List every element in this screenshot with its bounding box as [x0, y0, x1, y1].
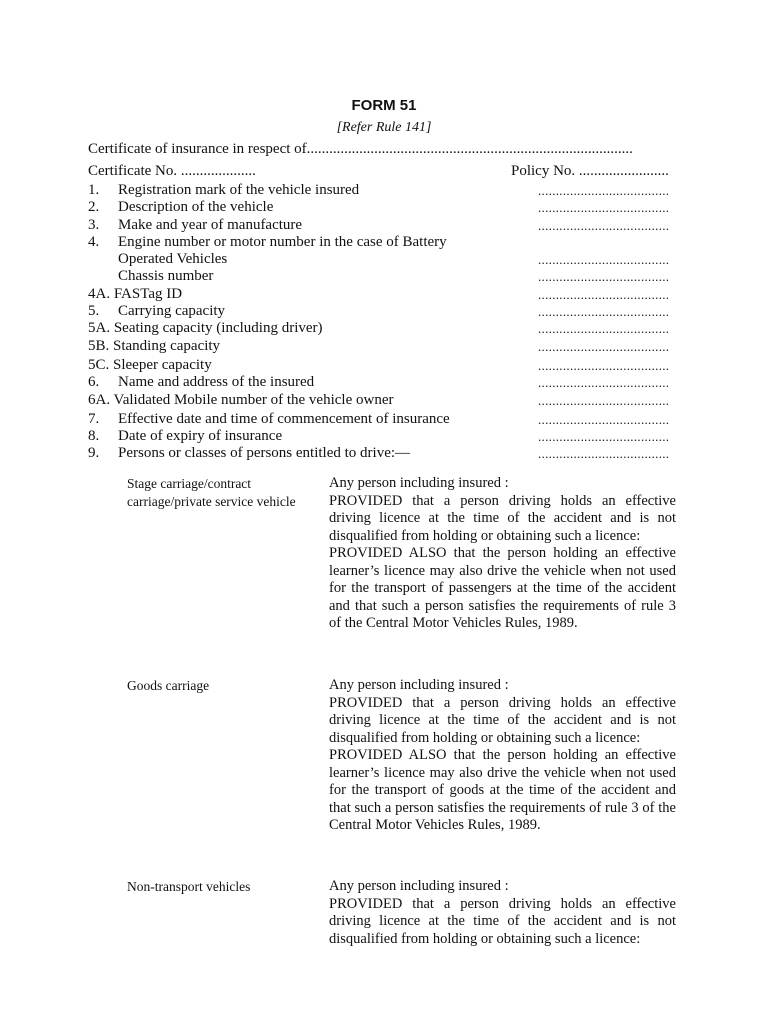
item-dots: ..................................... — [538, 429, 670, 445]
item-number: 3. — [88, 216, 100, 233]
section-paragraph: Any person including insured : — [329, 475, 509, 491]
particulars-list — [88, 182, 688, 463]
section-body — [329, 878, 676, 948]
item-text: Operated Vehicles — [118, 251, 228, 268]
section-paragraph: PROVIDED ALSO that the person holding an effective learner’s licence may also drive the vehicle when not used for the transport of passengers at the time of the accident and that such a person satisfies the requirements of rule 3 of the Central Motor Vehicles Rules, 1989. — [329, 545, 676, 631]
certificate-number: Certificate No. .................... — [88, 163, 256, 179]
form-title: FORM 51 — [351, 97, 417, 114]
item-dots: ..................................... — [538, 252, 670, 268]
list-item — [88, 411, 688, 428]
item-text: Registration mark of the vehicle insured — [118, 182, 360, 198]
list-item — [88, 199, 688, 216]
list-item — [88, 217, 688, 234]
list-item — [88, 182, 688, 199]
item-text: Engine number or motor number in the case of Battery — [118, 233, 447, 250]
list-item — [88, 357, 688, 374]
section-body — [329, 677, 676, 835]
section-paragraph: PROVIDED that a person driving holds an effective driving licence at the time of the accident and is not disqualified from holding or obtaining such a licence: — [329, 492, 676, 544]
item-dots: ..................................... — [538, 183, 670, 198]
item-dots: ..................................... — [538, 338, 670, 354]
section-label: Non-transport vehicles — [127, 879, 251, 894]
list-item — [88, 234, 688, 251]
item-text: Persons or classes of persons entitled to drive:— — [118, 445, 411, 462]
list-item — [88, 445, 688, 462]
item-number: 9. — [88, 445, 100, 462]
item-number: 7. — [88, 410, 100, 427]
item-number: 2. — [88, 199, 100, 216]
item-dots: ..................................... — [538, 286, 670, 302]
section-label: Goods carriage — [127, 678, 210, 693]
section-label: Stage carriage/contract carriage/private service vehicle — [127, 476, 296, 509]
item-text: 6A. Validated Mobile number of the vehicle owner — [88, 391, 394, 408]
list-item — [88, 286, 688, 303]
certificate-line: Certificate of insurance in respect of....................................................................................... — [88, 141, 633, 157]
list-item — [88, 251, 688, 268]
section-paragraph: PROVIDED that a person driving holds an effective driving licence at the time of the accident and is not disqualified from holding or obtaining such a licence: — [329, 895, 676, 947]
item-dots: ..................................... — [538, 269, 670, 285]
policy-number: Policy No. ........................ — [511, 163, 669, 179]
item-dots: ..................................... — [538, 321, 670, 337]
list-item — [88, 392, 688, 409]
item-text: Chassis number — [118, 268, 214, 285]
item-text: Date of expiry of insurance — [118, 428, 283, 445]
section-body — [329, 475, 676, 633]
item-dots: ..................................... — [538, 375, 670, 391]
item-text: 5C. Sleeper capacity — [88, 356, 212, 373]
item-dots: ..................................... — [538, 411, 670, 427]
item-dots: ..................................... — [538, 217, 670, 233]
item-dots: ..................................... — [538, 446, 670, 462]
item-number: 6. — [88, 374, 100, 391]
list-item — [88, 428, 688, 445]
item-text: 4A. FASTag ID — [88, 285, 183, 302]
form-rule-reference: [Refer Rule 141] — [336, 120, 432, 135]
list-item — [88, 338, 688, 355]
item-text: Make and year of manufacture — [118, 216, 303, 233]
item-dots: ..................................... — [538, 200, 670, 216]
item-text: 5B. Standing capacity — [88, 337, 221, 354]
list-item — [88, 320, 688, 337]
item-text: 5A. Seating capacity (including driver) — [88, 320, 323, 337]
item-number: 4. — [88, 233, 100, 250]
item-number: 8. — [88, 428, 100, 445]
section-paragraph: PROVIDED that a person driving holds an effective driving licence at the time of the accident and is not disqualified from holding or obtaining such a licence: — [329, 694, 676, 746]
item-number: 1. — [88, 182, 100, 198]
item-dots: ..................................... — [538, 357, 670, 373]
section-paragraph: Any person including insured : — [329, 878, 509, 894]
item-text: Description of the vehicle — [118, 199, 274, 216]
item-dots: ..................................... — [538, 304, 670, 320]
item-number: 5. — [88, 303, 100, 320]
item-text: Name and address of the insured — [118, 374, 315, 391]
section-paragraph: Any person including insured : — [329, 677, 509, 693]
list-item — [88, 303, 688, 320]
item-text: Effective date and time of commencement of insurance — [118, 410, 450, 427]
item-dots: ..................................... — [538, 392, 670, 408]
list-item — [88, 268, 688, 285]
item-text: Carrying capacity — [118, 303, 226, 320]
section-paragraph: PROVIDED ALSO that the person holding an effective learner’s licence may also drive the vehicle when not used for the transport of goods at the time of the accident and that such a person satisfies the requirements of rule 3 of the Central Motor Vehicles Rules, 1989. — [329, 747, 676, 833]
list-item — [88, 374, 688, 391]
